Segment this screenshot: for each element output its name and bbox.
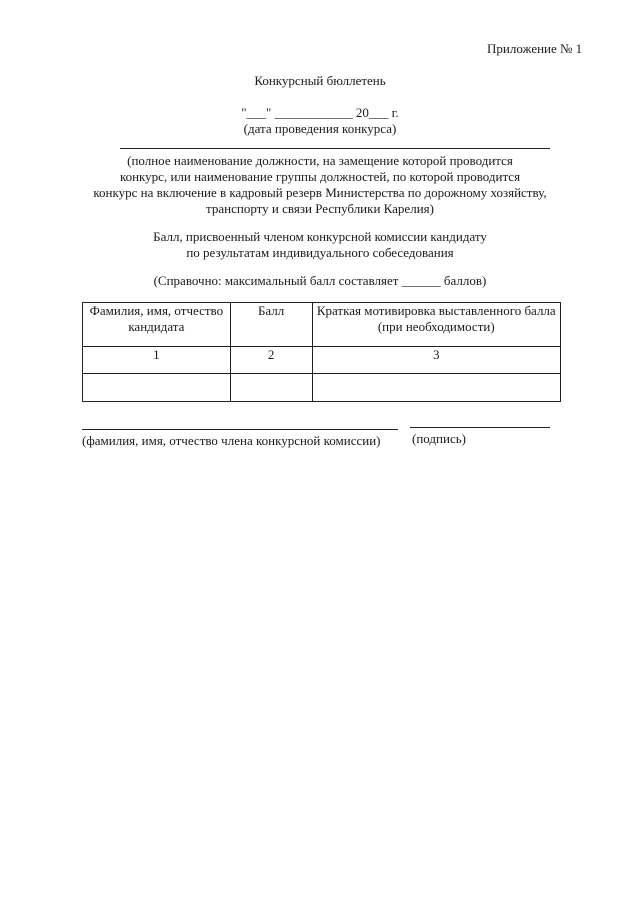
table-cell-name bbox=[83, 374, 231, 402]
score-heading-line: по результатам индивидуального собеседования bbox=[186, 245, 454, 260]
score-table bbox=[82, 302, 561, 402]
table-cell-motivation bbox=[312, 374, 560, 402]
position-caption-line: транспорту и связи Республики Карелия) bbox=[206, 201, 434, 216]
date-caption: (дата проведения конкурса) bbox=[243, 121, 397, 136]
date-line: "___" ____________ 20___ г. bbox=[241, 105, 399, 120]
position-line bbox=[120, 148, 550, 149]
member-name-caption: (фамилия, имя, отчество члена конкурсной комиссии) bbox=[82, 433, 381, 448]
column-number: 2 bbox=[230, 347, 312, 374]
header-motivation: Краткая мотивировка выставленного балла (при необходимости) bbox=[312, 303, 560, 347]
appendix-label: Приложение № 1 bbox=[487, 41, 583, 56]
column-number: 1 bbox=[83, 347, 231, 374]
table-cell-score bbox=[230, 374, 312, 402]
member-name-line bbox=[82, 429, 398, 430]
position-caption-line: (полное наименование должности, на замещение которой проводится bbox=[127, 153, 513, 168]
table-row bbox=[83, 374, 561, 402]
signature-line bbox=[410, 427, 550, 428]
signature-caption: (подпись) bbox=[412, 431, 466, 446]
column-number: 3 bbox=[312, 347, 560, 374]
reference-note: (Справочно: максимальный балл составляет ______ баллов) bbox=[153, 273, 487, 288]
position-caption-line: конкурс, или наименование группы должностей, по которой проводится bbox=[119, 169, 521, 184]
position-caption-line: конкурс на включение в кадровый резерв Министерства по дорожному хозяйству, bbox=[93, 185, 547, 200]
table-number-row bbox=[83, 347, 561, 374]
table-header-row bbox=[83, 303, 561, 347]
header-score: Балл bbox=[230, 303, 312, 347]
score-heading-line: Балл, присвоенный членом конкурсной комиссии кандидату bbox=[153, 229, 487, 244]
header-candidate-name: Фамилия, имя, отчество кандидата bbox=[83, 303, 231, 347]
document-title: Конкурсный бюллетень bbox=[254, 73, 386, 88]
